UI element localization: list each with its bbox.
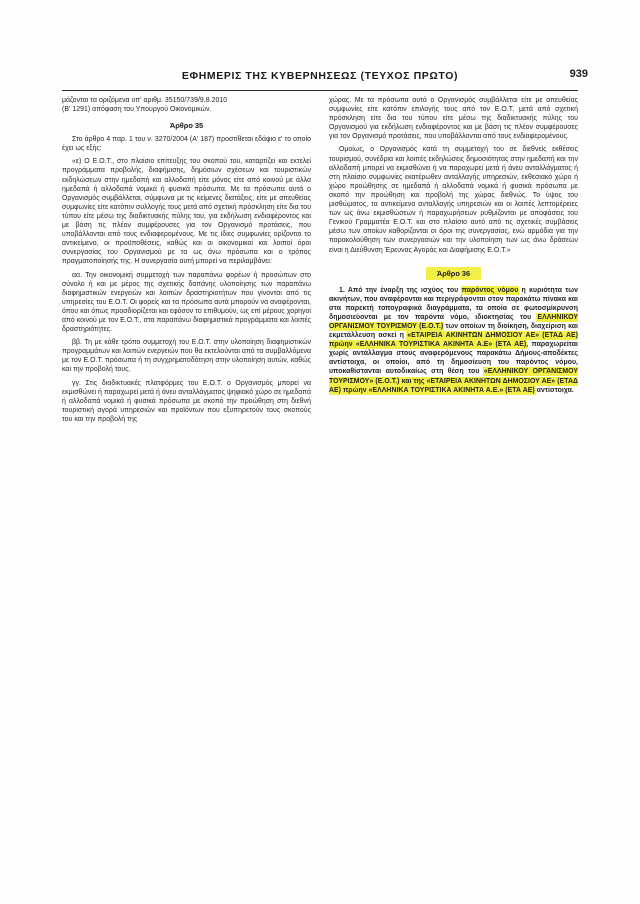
paragraph-l4: ββ. Τη με κάθε τρόπο συμμετοχή του Ε.Ο.Τ. στην υλοποίηση διαφημιστικών προγραμμάτων και λοιπών ενεργειών που θα εκτελούνται από τα συμβαλλόμενα με τον Ε.Ο.Τ. πρόσωπα ή τη συγχρηματοδότηση στην υλοποίηση αυτών, καθώς και την προβολή τους.: [62, 339, 311, 374]
paragraph-l1: Στο άρθρο 4 παρ. 1 του ν. 3270/2004 (Α' 187) προστίθεται εδάφιο ε' το οποίο έχει ως εξής:: [62, 136, 311, 153]
para-r3-part-g: , παραχωρείται χωρίς αντάλλαγμα στους αναφερόμενους παρακάτω Δήμους-αποδέκτες αντίστοιχα, οι οποίοι, από τη δημοσίευση του παρόντος νόμου, υποκαθίστανται αυτοδικαίως στη θέση του: [329, 341, 578, 376]
page-number: 939: [569, 68, 588, 80]
article-36-heading: Άρθρο 36: [427, 268, 480, 279]
intro-line-2: (Β' 1291) απόφαση του Υπουργού Οικονομικών.: [62, 106, 212, 114]
paragraph-l2: «ε) Ο Ε.Ο.Τ., στο πλαίσιο επίτευξης του σκοπού του, καταρτίζει και εκτελεί προγράμματα προβολής, διαφήμισης, δημόσιων σχέσεων και τουριστικών εκδηλώσεων στην ημεδαπή και αλλοδαπή είτε μόνος είτε από κοινού με άλλα ημεδαπά ή αλλοδαπά νομικά ή φυσικά πρόσωπα. Με τα πρόσωπα αυτά ο Οργανισμός συμβάλλεται, σύμφωνα με τις κείμενες διατάξεις, είτε με απευθείας συμφωνίες είτε κατόπιν συλλογής τους μετά από σχετική πρόσκληση είτε δια του τύπου είτε μέσω της διαδικτυακής πύλης του, για εκδήλωση ενδιαφέροντος και με βάση τις πλέον συμφέρουσες για τον Οργανισμό προτάσεις, που υποβάλλονται από τους ενδιαφερομένους. Με τις ίδιες συμφωνίες ορίζονται το αντικείμενο, οι προϋποθέσεις, καθώς και οι οικονομικοί και λοιποί όροι συνεργασίας του Οργανισμού με τα ως άνω πρόσωπα και ο τρόπος πραγματοποίησής της. Η συνεργασία αυτή μπορεί να περιλαμβάνει:: [62, 158, 312, 266]
para-r3-part-i: αντίστοιχα.: [534, 386, 574, 394]
article-35-heading: Άρθρο 35: [169, 121, 204, 131]
intro-line-1: μάζονται τα οριζόμενα υπ' αριθμ. 35150/739/9.8.2010: [62, 97, 228, 104]
para-r3-part-c: η κυριότητα των ακινήτων, που αναφέρονται και περιγράφονται στον παρακάτω πίνακα και στα παρεκτή τοπογραφικά διαγράμματα, τα οποία σε φωτοσμίκρυνση δημοσιεύονται με τον παρόντα νόμο, ιδιοκτησίας του: [329, 286, 578, 321]
para-r3-highlight-1: παρόντος νόμου: [461, 286, 519, 294]
right-column: [329, 96, 578, 424]
paragraph-r1: χώρας. Με τα πρόσωπα αυτά ο Οργανισμός συμβάλλεται είτε με απευθείας συμφωνίες είτε κατόπιν επιλογής τους από τον Ε.Ο.Τ. μετά από σχετική πρόσκληση είτε δια του τύπου είτε μέσω της διαδικτυακής πύλης του Οργανισμού για εκδήλωση ενδιαφέροντος και με βάση τις πλέον συμφέρουσες για τον Οργανισμό προτάσεις, που υποβάλλονται από τους ενδιαφερομένους.: [329, 97, 578, 141]
para-r3-part-a: 1. Από την έναρξη της ισχύος του: [339, 286, 462, 294]
two-column-body: [62, 96, 578, 424]
gazette-title: ΕΦΗΜΕΡΙΣ ΤΗΣ ΚΥΒΕΡΝΗΣΕΩΣ (ΤΕΥΧΟΣ ΠΡΩΤΟ): [181, 70, 459, 82]
left-column: [62, 96, 311, 424]
paragraph-r3: [329, 286, 578, 395]
para-r3-part-e: των οποίων τη διοίκηση, διαχείριση και εκμετάλλευση ασκεί η: [329, 322, 578, 340]
paragraph-l3: αα. Την οικονομική συμμετοχή των παραπάνω φορέων ή προσώπων στο σύνολο ή και με μέρος της σχετικής δαπάνης υλοποίησης των παραπάνω διαφημιστικών ενεργειών και λοιπών δραστηριοτήτων που γίνονται από τις υπηρεσίες του Ε.Ο.Τ. Οι φορείς και τα πρόσωπα αυτά μπορούν να αναφέρονται, όπου και όπως προσδιορίζεται και εφόσον το επιθυμούν, ως επί μέρους χορηγοί από κοινού με τον Ε.Ο.Τ., στα παραπάνω διαφημιστικά προγράμματα και λοιπές δραστηριότητες.: [62, 271, 311, 334]
page-header: [60, 68, 588, 92]
header-divider: [62, 90, 578, 91]
para-r3-highlight-3: «ΕΤΑΙΡΕΙΑ ΑΚΙΝΗΤΩΝ ΔΗΜΟΣΙΟΥ ΑΕ» (ΕΤΑΔ ΑΕ) πρώην «ΕΛΛΗΝΙΚΑ ΤΟΥΡΙΣΤΙΚΑ ΑΚΙΝΗΤΑ Α.Ε» (ΕΤΑ ΑΕ): [329, 332, 578, 349]
para-r3-highlight-4: «ΕΛΛΗΝΙΚΟΥ ΟΡΓΑΝΙΣΜΟΥ ΤΟΥΡΙΣΜΟΥ» (Ε.Ο.Τ.) και της «ΕΤΑΙΡΕΙΑ ΑΚΙΝΗΤΩΝ ΔΗΜΟΣΙΟΥ ΑΕ» (ΕΤΑΔ ΑΕ) πρώην «ΕΛΛΗΝΙΚΑ ΤΟΥΡΙΣΤΙΚΑ ΑΚΙΝΗΤΑ Α.Ε.» (ΕΤΑ ΑΕ): [329, 368, 578, 394]
paragraph-r2: Ομοίως, ο Οργανισμός κατά τη συμμετοχή του σε διεθνείς εκθέσεις τουρισμού, συνέδρια και λοιπές εκδηλώσεις δημοσιότητας στην ημεδαπή και την αλλοδαπή μπορεί να εκμισθώνει ή να παραχωρεί μετά ή άνευ ανταλλάγματος ή στη πλαίσιο συμφωνίες εκατέρωθεν ανταλλαγής υπηρεσιών, εκθεσιακό χώρο ή χώρο προώθησης σε ημεδαπά ή αλλοδαπά νομικά ή φυσικά πρόσωπα με σκοπό την προώθηση και προβολή της χώρας διεθνώς. Το ύψος του μισθώματος, τα αντικείμενα ανταλλαγής υπηρεσιών και οι λοιπές λεπτομέρειες των ως άνω εκμισθώσεων ή παραχωρήσεων ρυθμίζονται με αποφάσεις του Γενικού Γραμματέα Ε.Ο.Τ. και στο πλαίσιο αυτό από τις σχετικές συμβάσεις μέσω των οποίων καθορίζονται οι όροι της συνεργασίας, ενώ αρμόδια για την παρακολούθηση των συνεργασιών και την υλοποίηση των ως άνω δράσεων είναι η Διεύθυνση Έρευνας Αγοράς και Διαφήμισης Ε.Ο.Τ.»: [329, 146, 578, 254]
para-r3-highlight-2: ΕΛΛΗΝΙΚΟΥ ΟΡΓΑΝΙΣΜΟΥ ΤΟΥΡΙΣΜΟΥ (Ε.Ο.Τ.): [329, 313, 578, 330]
article-36-heading-wrap: [329, 263, 578, 281]
paragraph-l5: γγ. Στις διαδικτυακές πλατφόρμες του Ε.Ο.Τ. ο Οργανισμός μπορεί να εκμισθώνει ή παραχωρεί μετά ή άνευ ανταλλάγματος ψηφιακό χώρο σε ημεδαπά ή αλλοδαπά νομικά ή φυσικά πρόσωπα με σκοπό την προώθηση στη διεθνή τουριστική αγορά υπηρεσιών και προϊόντων που εξυπηρετούν τους σκοπούς του και την προβολή της: [62, 379, 311, 423]
